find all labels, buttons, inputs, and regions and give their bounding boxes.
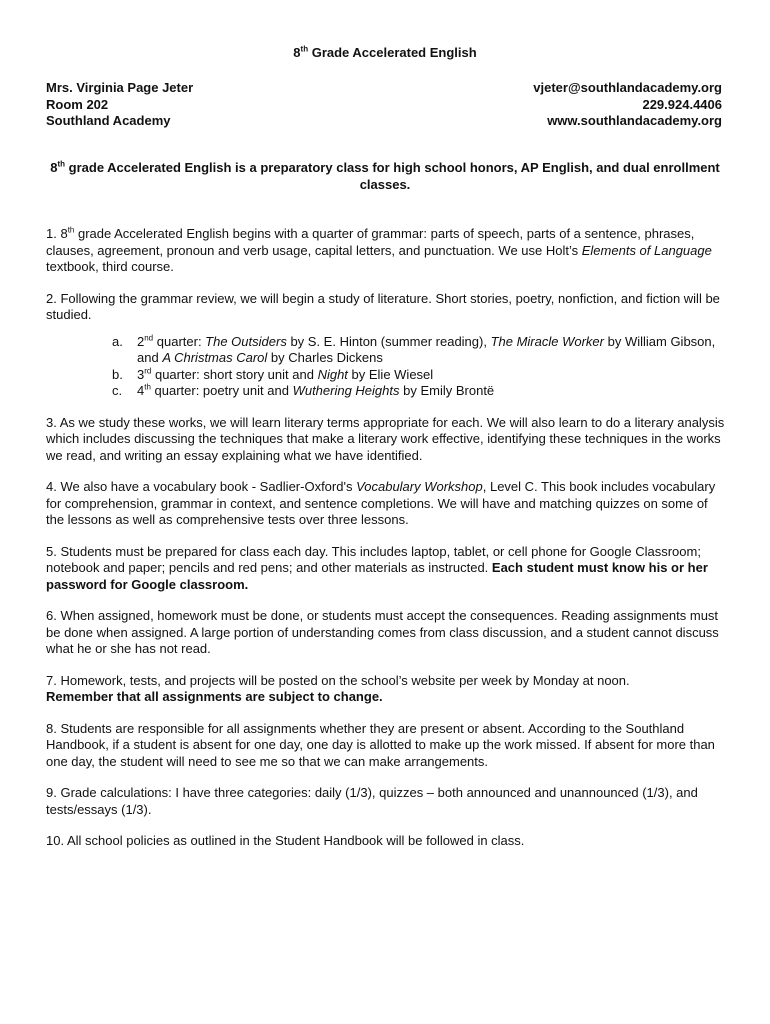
syllabus-item-7: 7. Homework, tests, and projects will be posted on the school’s website per week by Monday at noon. Remember that all assignments are subject to change. [46, 672, 630, 704]
syllabus-item-9: 9. Grade calculations: I have three categories: daily (1/3), quizzes – both announced and unannounced (1/3), and tests/essays (1/3). [46, 785, 698, 817]
teacher-phone: 229.924.4406 [642, 96, 722, 112]
page-title: 8th Grade Accelerated English [293, 44, 477, 60]
syllabus-item-8: 8. Students are responsible for all assignments whether they are present or absent. According to the Southland Handbook, if a student is absent for one day, one day is allotted to make up the work missed. If absent for more than one day, the student will need to see me so that we can make arrangements. [46, 720, 715, 769]
syllabus-item-1: 1. 8th grade Accelerated English begins with a quarter of grammar: parts of speech, parts of a sentence, phrases, clauses, agreement, pronoun and verb usage, capital letters, and punctuation. We use Holt’s Elements of Language textbook, third course. [46, 225, 712, 274]
syllabus-item-6: 6. When assigned, homework must be done, or students must accept the consequences. Reading assignments must be done when assigned. A large portion of understanding comes from class discussion, and a student cannot discuss what he or she has not read. [46, 608, 719, 656]
teacher-email: vjeter@southlandacademy.org [533, 80, 722, 95]
school-website: www.southlandacademy.org [547, 113, 722, 128]
teacher-name: Mrs. Virginia Page Jeter [46, 80, 194, 95]
course-intro: 8th grade Accelerated English is a preparatory class for high school honors, AP English, and dual enrollment classes. [50, 159, 720, 192]
quarter-item: a. 2nd quarter: The Outsiders by S. E. Hinton (summer reading), The Miracle Worker by William Gibson, and A Christmas Carol by Charles Dickens [112, 333, 716, 365]
quarter-list [112, 334, 726, 400]
school-name: Southland Academy [46, 113, 171, 128]
teacher-room: Room 202 [46, 96, 109, 112]
syllabus-item-2: 2. Following the grammar review, we will begin a study of literature. Short stories, poetry, nonfiction, and fiction will be studied. [46, 290, 720, 322]
syllabus-item-10: 10. All school policies as outlined in the Student Handbook will be followed in class. [46, 833, 525, 848]
syllabus-item-5: 5. Students must be prepared for class each day. This includes laptop, tablet, or cell phone for Google Classroom; notebook and paper; pencils and red pens; and other materials as instructed. Each student must know his or her password for Google classroom. [46, 543, 708, 592]
quarter-item: c. 4th quarter: poetry unit and Wuthering Heights by Emily Brontë [112, 382, 495, 398]
syllabus-body [46, 226, 726, 865]
teacher-info [46, 80, 193, 130]
syllabus-item-4: 4. We also have a vocabulary book - Sadlier-Oxford's Vocabulary Workshop, Level C. This book includes vocabulary for comprehension, grammar in context, and sentence completions. We will have and matching quizzes on some of the lessons as well as comprehensive tests over three lessons. [46, 479, 716, 527]
quarter-item: b. 3rd quarter: short story unit and Night by Elie Wiesel [112, 366, 434, 382]
contact-info [533, 80, 722, 130]
syllabus-item-3: 3. As we study these works, we will learn literary terms appropriate for each. We will also learn to do a literary analysis which includes discussing the techniques that make a literary work effective, identifying these techniques in the works we read, and writing an essay explaining what we have identified. [46, 414, 725, 463]
